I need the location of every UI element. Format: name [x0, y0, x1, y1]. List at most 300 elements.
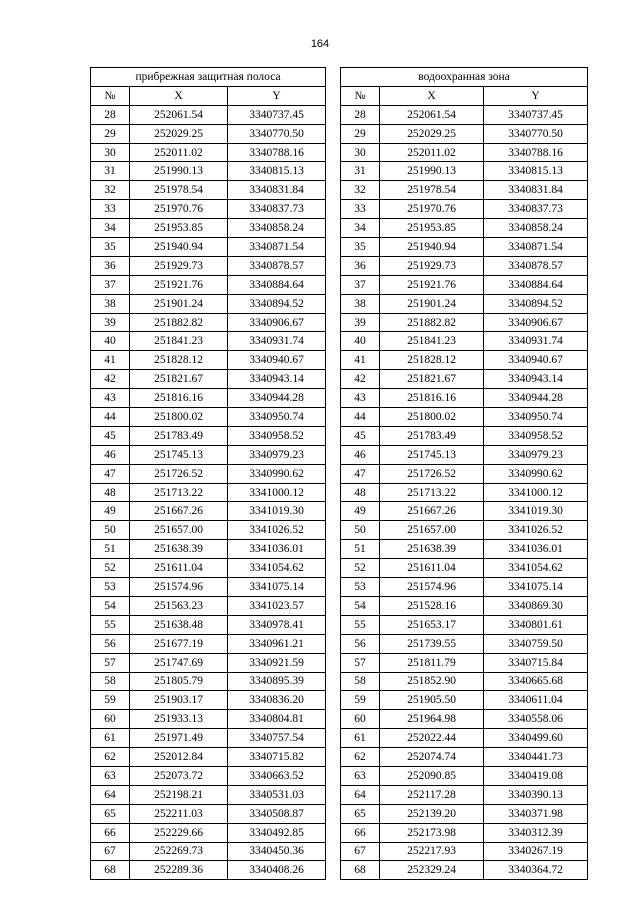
right-y-cell: 3340371.98	[484, 804, 588, 823]
right-num-cell: 64	[341, 785, 380, 804]
table-row	[91, 691, 588, 710]
table-gap	[326, 804, 341, 823]
table-body	[91, 105, 588, 880]
left-y-cell: 3340979.23	[228, 445, 326, 464]
table-gap	[326, 464, 341, 483]
left-num-cell: 36	[91, 256, 130, 275]
right-y-cell: 3340884.64	[484, 275, 588, 294]
table-row	[91, 162, 588, 181]
left-x-cell: 251970.76	[130, 200, 228, 219]
table-row	[91, 785, 588, 804]
right-x-cell: 251882.82	[380, 313, 484, 332]
right-y-cell: 3340878.57	[484, 256, 588, 275]
left-num-cell: 66	[91, 823, 130, 842]
right-num-cell: 32	[341, 181, 380, 200]
left-num-cell: 37	[91, 275, 130, 294]
right-y-cell: 3340312.39	[484, 823, 588, 842]
left-x-cell: 251901.24	[130, 294, 228, 313]
right-num-cell: 44	[341, 408, 380, 427]
right-x-cell: 251800.02	[380, 408, 484, 427]
table-gap	[326, 200, 341, 219]
left-y-cell: 3340961.21	[228, 634, 326, 653]
right-num-cell: 60	[341, 710, 380, 729]
left-y-cell: 3340944.28	[228, 389, 326, 408]
left-num-cell: 39	[91, 313, 130, 332]
table-row	[91, 804, 588, 823]
right-y-cell: 3340990.62	[484, 464, 588, 483]
right-x-cell: 251964.98	[380, 710, 484, 729]
table-gap	[326, 766, 341, 785]
table-row	[91, 483, 588, 502]
left-y-cell: 3341054.62	[228, 559, 326, 578]
table-gap	[326, 370, 341, 389]
right-y-cell: 3340940.67	[484, 351, 588, 370]
table-row	[91, 521, 588, 540]
right-y-cell: 3340715.84	[484, 653, 588, 672]
left-y-cell: 3340921.59	[228, 653, 326, 672]
table-row	[91, 464, 588, 483]
left-x-cell: 251940.94	[130, 238, 228, 257]
table-gap	[326, 86, 341, 105]
table-row	[91, 502, 588, 521]
table-row	[91, 143, 588, 162]
right-x-cell: 251990.13	[380, 162, 484, 181]
right-x-cell: 251940.94	[380, 238, 484, 257]
table-row	[91, 748, 588, 767]
left-num-cell: 29	[91, 124, 130, 143]
table-gap	[326, 672, 341, 691]
right-x-cell: 252061.54	[380, 105, 484, 124]
left-num-cell: 34	[91, 219, 130, 238]
left-y-cell: 3340878.57	[228, 256, 326, 275]
right-x-cell: 252117.28	[380, 785, 484, 804]
table-gap	[326, 615, 341, 634]
left-header-x: X	[130, 86, 228, 105]
table-gap	[326, 389, 341, 408]
right-y-cell: 3340871.54	[484, 238, 588, 257]
table-gap	[326, 313, 341, 332]
left-num-cell: 50	[91, 521, 130, 540]
table-gap	[326, 275, 341, 294]
left-x-cell: 251903.17	[130, 691, 228, 710]
table-gap	[326, 445, 341, 464]
right-x-cell: 252022.44	[380, 729, 484, 748]
right-x-cell: 251638.39	[380, 540, 484, 559]
left-y-cell: 3340943.14	[228, 370, 326, 389]
left-x-cell: 252061.54	[130, 105, 228, 124]
table-row	[91, 124, 588, 143]
left-header-num: №	[91, 86, 130, 105]
table-row	[91, 842, 588, 861]
left-y-cell: 3340450.36	[228, 842, 326, 861]
coordinates-table	[90, 67, 588, 880]
left-num-cell: 54	[91, 596, 130, 615]
table-row	[91, 861, 588, 880]
table-row	[91, 578, 588, 597]
right-header-num: №	[341, 86, 380, 105]
right-x-cell: 252329.24	[380, 861, 484, 880]
right-y-cell: 3340611.04	[484, 691, 588, 710]
left-y-cell: 3340408.26	[228, 861, 326, 880]
left-num-cell: 28	[91, 105, 130, 124]
table-gap	[326, 68, 341, 87]
right-x-cell: 251611.04	[380, 559, 484, 578]
right-num-cell: 51	[341, 540, 380, 559]
left-x-cell: 251726.52	[130, 464, 228, 483]
right-num-cell: 54	[341, 596, 380, 615]
right-x-cell: 251978.54	[380, 181, 484, 200]
left-x-cell: 251563.23	[130, 596, 228, 615]
left-num-cell: 30	[91, 143, 130, 162]
left-x-cell: 251933.13	[130, 710, 228, 729]
left-x-cell: 252211.03	[130, 804, 228, 823]
table-gap	[326, 162, 341, 181]
table-row	[91, 615, 588, 634]
left-x-cell: 251841.23	[130, 332, 228, 351]
table-gap	[326, 426, 341, 445]
right-y-cell: 3340737.45	[484, 105, 588, 124]
right-header-y: Y	[484, 86, 588, 105]
left-num-cell: 55	[91, 615, 130, 634]
right-x-cell: 251528.16	[380, 596, 484, 615]
right-num-cell: 59	[341, 691, 380, 710]
left-y-cell: 3340508.87	[228, 804, 326, 823]
table-gap	[326, 653, 341, 672]
table-row	[91, 634, 588, 653]
left-x-cell: 251990.13	[130, 162, 228, 181]
left-x-cell: 252011.02	[130, 143, 228, 162]
left-x-cell: 252012.84	[130, 748, 228, 767]
table-row	[91, 332, 588, 351]
right-x-cell: 251828.12	[380, 351, 484, 370]
right-x-cell: 251816.16	[380, 389, 484, 408]
left-x-cell: 252289.36	[130, 861, 228, 880]
left-y-cell: 3340831.84	[228, 181, 326, 200]
left-num-cell: 51	[91, 540, 130, 559]
left-x-cell: 252073.72	[130, 766, 228, 785]
left-num-cell: 40	[91, 332, 130, 351]
right-x-cell: 252139.20	[380, 804, 484, 823]
right-x-cell: 251929.73	[380, 256, 484, 275]
table-row	[91, 313, 588, 332]
table-row	[91, 710, 588, 729]
right-x-cell: 252217.93	[380, 842, 484, 861]
right-num-cell: 31	[341, 162, 380, 181]
left-y-cell: 3340757.54	[228, 729, 326, 748]
left-num-cell: 63	[91, 766, 130, 785]
left-y-cell: 3340950.74	[228, 408, 326, 427]
right-num-cell: 66	[341, 823, 380, 842]
left-y-cell: 3340836.20	[228, 691, 326, 710]
right-x-cell: 252011.02	[380, 143, 484, 162]
right-y-cell: 3340858.24	[484, 219, 588, 238]
table-row	[91, 181, 588, 200]
left-num-cell: 49	[91, 502, 130, 521]
table-gap	[326, 691, 341, 710]
right-num-cell: 55	[341, 615, 380, 634]
right-x-cell: 252074.74	[380, 748, 484, 767]
left-x-cell: 251574.96	[130, 578, 228, 597]
right-num-cell: 37	[341, 275, 380, 294]
left-y-cell: 3340804.81	[228, 710, 326, 729]
table-row	[91, 219, 588, 238]
left-num-cell: 47	[91, 464, 130, 483]
left-x-cell: 251971.49	[130, 729, 228, 748]
table-gap	[326, 483, 341, 502]
right-x-cell: 251841.23	[380, 332, 484, 351]
right-num-cell: 38	[341, 294, 380, 313]
left-x-cell: 251747.69	[130, 653, 228, 672]
right-x-cell: 252090.85	[380, 766, 484, 785]
left-y-cell: 3340770.50	[228, 124, 326, 143]
right-y-cell: 3340837.73	[484, 200, 588, 219]
title-row	[91, 68, 588, 87]
left-num-cell: 57	[91, 653, 130, 672]
table-row	[91, 766, 588, 785]
table-gap	[326, 408, 341, 427]
right-y-cell: 3340801.61	[484, 615, 588, 634]
table-gap	[326, 332, 341, 351]
left-num-cell: 33	[91, 200, 130, 219]
left-x-cell: 252198.21	[130, 785, 228, 804]
right-y-cell: 3340979.23	[484, 445, 588, 464]
left-num-cell: 59	[91, 691, 130, 710]
left-y-cell: 3341000.12	[228, 483, 326, 502]
left-header-y: Y	[228, 86, 326, 105]
left-y-cell: 3340492.85	[228, 823, 326, 842]
right-header-x: X	[380, 86, 484, 105]
right-y-cell: 3340931.74	[484, 332, 588, 351]
right-y-cell: 3341036.01	[484, 540, 588, 559]
right-table-title: водоохранная зона	[341, 68, 588, 87]
right-y-cell: 3340943.14	[484, 370, 588, 389]
right-x-cell: 251852.90	[380, 672, 484, 691]
right-num-cell: 53	[341, 578, 380, 597]
table-gap	[326, 294, 341, 313]
left-y-cell: 3341019.30	[228, 502, 326, 521]
left-y-cell: 3341026.52	[228, 521, 326, 540]
right-num-cell: 62	[341, 748, 380, 767]
table-row	[91, 200, 588, 219]
left-y-cell: 3340788.16	[228, 143, 326, 162]
left-x-cell: 251638.48	[130, 615, 228, 634]
table-gap	[326, 351, 341, 370]
right-num-cell: 49	[341, 502, 380, 521]
table-gap	[326, 596, 341, 615]
right-x-cell: 251970.76	[380, 200, 484, 219]
right-x-cell: 251905.50	[380, 691, 484, 710]
left-x-cell: 251978.54	[130, 181, 228, 200]
left-y-cell: 3340737.45	[228, 105, 326, 124]
right-num-cell: 50	[341, 521, 380, 540]
table-row	[91, 105, 588, 124]
table-row	[91, 559, 588, 578]
table-gap	[326, 861, 341, 880]
left-x-cell: 251953.85	[130, 219, 228, 238]
left-y-cell: 3340715.82	[228, 748, 326, 767]
left-y-cell: 3340531.03	[228, 785, 326, 804]
left-num-cell: 62	[91, 748, 130, 767]
left-y-cell: 3340940.67	[228, 351, 326, 370]
right-num-cell: 35	[341, 238, 380, 257]
right-y-cell: 3340894.52	[484, 294, 588, 313]
left-num-cell: 64	[91, 785, 130, 804]
right-num-cell: 40	[341, 332, 380, 351]
table-gap	[326, 181, 341, 200]
right-y-cell: 3340869.30	[484, 596, 588, 615]
right-num-cell: 57	[341, 653, 380, 672]
right-x-cell: 252029.25	[380, 124, 484, 143]
right-x-cell: 251667.26	[380, 502, 484, 521]
left-y-cell: 3340931.74	[228, 332, 326, 351]
table-gap	[326, 785, 341, 804]
right-x-cell: 251739.55	[380, 634, 484, 653]
right-x-cell: 251726.52	[380, 464, 484, 483]
table-gap	[326, 219, 341, 238]
table-gap	[326, 238, 341, 257]
right-x-cell: 251821.67	[380, 370, 484, 389]
table-row	[91, 370, 588, 389]
right-num-cell: 52	[341, 559, 380, 578]
table-gap	[326, 502, 341, 521]
right-y-cell: 3340364.72	[484, 861, 588, 880]
page-number: 164	[310, 38, 330, 50]
left-num-cell: 35	[91, 238, 130, 257]
table-gap	[326, 823, 341, 842]
right-num-cell: 46	[341, 445, 380, 464]
left-y-cell: 3340837.73	[228, 200, 326, 219]
table-gap	[326, 634, 341, 653]
left-y-cell: 3340884.64	[228, 275, 326, 294]
left-num-cell: 68	[91, 861, 130, 880]
right-y-cell: 3340558.06	[484, 710, 588, 729]
left-num-cell: 58	[91, 672, 130, 691]
right-y-cell: 3340499.60	[484, 729, 588, 748]
left-x-cell: 251882.82	[130, 313, 228, 332]
right-x-cell: 251574.96	[380, 578, 484, 597]
left-y-cell: 3340978.41	[228, 615, 326, 634]
left-x-cell: 252269.73	[130, 842, 228, 861]
left-num-cell: 31	[91, 162, 130, 181]
table-gap	[326, 521, 341, 540]
right-y-cell: 3340390.13	[484, 785, 588, 804]
header-row	[91, 86, 588, 105]
left-x-cell: 251921.76	[130, 275, 228, 294]
right-y-cell: 3340906.67	[484, 313, 588, 332]
right-x-cell: 251921.76	[380, 275, 484, 294]
right-x-cell: 251713.22	[380, 483, 484, 502]
left-x-cell: 251828.12	[130, 351, 228, 370]
table-row	[91, 275, 588, 294]
left-y-cell: 3340858.24	[228, 219, 326, 238]
left-x-cell: 251677.19	[130, 634, 228, 653]
left-num-cell: 46	[91, 445, 130, 464]
table-gap	[326, 748, 341, 767]
left-y-cell: 3340958.52	[228, 426, 326, 445]
table-gap	[326, 710, 341, 729]
right-y-cell: 3340958.52	[484, 426, 588, 445]
left-num-cell: 42	[91, 370, 130, 389]
right-num-cell: 63	[341, 766, 380, 785]
left-num-cell: 45	[91, 426, 130, 445]
right-y-cell: 3340665.68	[484, 672, 588, 691]
right-num-cell: 67	[341, 842, 380, 861]
right-y-cell: 3340267.19	[484, 842, 588, 861]
right-num-cell: 68	[341, 861, 380, 880]
table-gap	[326, 143, 341, 162]
right-num-cell: 47	[341, 464, 380, 483]
table-row	[91, 351, 588, 370]
left-num-cell: 44	[91, 408, 130, 427]
left-y-cell: 3340894.52	[228, 294, 326, 313]
left-x-cell: 251611.04	[130, 559, 228, 578]
left-num-cell: 52	[91, 559, 130, 578]
left-y-cell: 3340663.52	[228, 766, 326, 785]
table-row	[91, 653, 588, 672]
table-row	[91, 823, 588, 842]
left-y-cell: 3340906.67	[228, 313, 326, 332]
table-gap	[326, 842, 341, 861]
left-num-cell: 53	[91, 578, 130, 597]
left-y-cell: 3340990.62	[228, 464, 326, 483]
right-y-cell: 3340788.16	[484, 143, 588, 162]
right-num-cell: 48	[341, 483, 380, 502]
left-num-cell: 67	[91, 842, 130, 861]
right-num-cell: 58	[341, 672, 380, 691]
right-num-cell: 34	[341, 219, 380, 238]
left-num-cell: 38	[91, 294, 130, 313]
table-gap	[326, 729, 341, 748]
left-x-cell: 251929.73	[130, 256, 228, 275]
right-num-cell: 33	[341, 200, 380, 219]
left-y-cell: 3340895.39	[228, 672, 326, 691]
left-x-cell: 252029.25	[130, 124, 228, 143]
right-y-cell: 3341075.14	[484, 578, 588, 597]
left-table-title: прибрежная защитная полоса	[91, 68, 326, 87]
left-x-cell: 252229.66	[130, 823, 228, 842]
right-x-cell: 251653.17	[380, 615, 484, 634]
left-num-cell: 60	[91, 710, 130, 729]
left-x-cell: 251745.13	[130, 445, 228, 464]
right-x-cell: 251953.85	[380, 219, 484, 238]
right-y-cell: 3340831.84	[484, 181, 588, 200]
left-y-cell: 3340815.13	[228, 162, 326, 181]
left-num-cell: 32	[91, 181, 130, 200]
table-row	[91, 672, 588, 691]
right-y-cell: 3341019.30	[484, 502, 588, 521]
right-x-cell: 251657.00	[380, 521, 484, 540]
table-row	[91, 256, 588, 275]
table-row	[91, 596, 588, 615]
table-row	[91, 408, 588, 427]
table-gap	[326, 256, 341, 275]
left-num-cell: 48	[91, 483, 130, 502]
table-gap	[326, 124, 341, 143]
table-gap	[326, 105, 341, 124]
left-y-cell: 3341023.57	[228, 596, 326, 615]
right-num-cell: 41	[341, 351, 380, 370]
left-x-cell: 251667.26	[130, 502, 228, 521]
table-gap	[326, 559, 341, 578]
left-num-cell: 61	[91, 729, 130, 748]
left-num-cell: 65	[91, 804, 130, 823]
right-num-cell: 30	[341, 143, 380, 162]
table-row	[91, 294, 588, 313]
table-row	[91, 426, 588, 445]
table-row	[91, 445, 588, 464]
left-x-cell: 251638.39	[130, 540, 228, 559]
left-x-cell: 251805.79	[130, 672, 228, 691]
